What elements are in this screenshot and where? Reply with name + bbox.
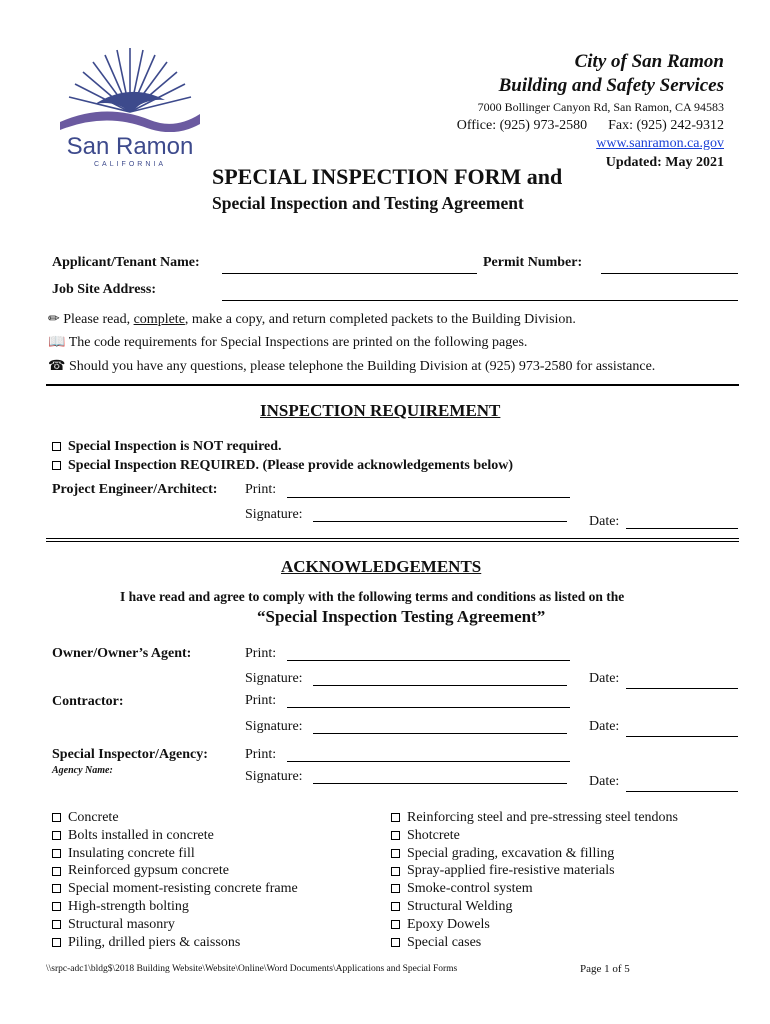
divider-top (46, 384, 739, 386)
checkbox[interactable] (52, 920, 61, 929)
checkbox[interactable] (391, 849, 400, 858)
checkbox[interactable] (391, 831, 400, 840)
checklist-item[interactable]: Spray-applied fire-resistive materials (391, 862, 678, 880)
phone-line (457, 116, 724, 135)
form-subtitle: Special Inspection and Testing Agreement (212, 193, 524, 213)
checkbox[interactable] (52, 884, 61, 893)
department-name: Building and Safety Services (498, 75, 724, 96)
telephone-icon: ☎ (48, 359, 66, 374)
checklist-item[interactable]: High-strength bolting (52, 898, 298, 916)
website-link[interactable]: www.sanramon.ca.gov (596, 136, 724, 151)
engineer-date-input[interactable] (626, 528, 738, 529)
contractor-signature-label: Signature: (245, 719, 303, 734)
engineer-signature-label: Signature: (245, 507, 303, 522)
pencil-icon: ✏ (48, 312, 60, 327)
checkbox[interactable] (52, 461, 61, 470)
contractor-date-label: Date: (589, 719, 620, 734)
owner-print-label: Print: (245, 646, 277, 661)
checklist-right (391, 809, 678, 951)
contractor-signature-input[interactable] (313, 733, 567, 734)
checklist-item[interactable]: Insulating concrete fill (52, 845, 298, 863)
owner-label: Owner/Owner’s Agent: (52, 646, 192, 661)
office-phone: Office: (925) 973-2580 (456, 118, 588, 133)
checklist-item[interactable]: Shotcrete (391, 827, 678, 845)
engineer-date-label: Date: (589, 514, 620, 529)
jobsite-label: Job Site Address: (52, 282, 156, 297)
page-number: Page 1 of 5 (580, 963, 630, 975)
checkbox[interactable] (52, 867, 61, 876)
checklist-item[interactable]: Smoke-control system (391, 880, 678, 898)
updated-date: Updated: May 2021 (605, 155, 724, 170)
permit-label: Permit Number: (483, 255, 583, 270)
option-not-required[interactable]: Special Inspection is NOT required. (52, 439, 282, 455)
footer-path: \\srpc-adc1\bldg$\2018 Building Website\Website\Online\Word Documents\Applications and Special Forms (46, 964, 458, 974)
inspector-signature-input[interactable] (313, 783, 567, 784)
inspector-print-input[interactable] (287, 761, 570, 762)
engineer-print-input[interactable] (287, 497, 570, 498)
city-logo (55, 42, 205, 168)
contractor-date-input[interactable] (626, 736, 738, 737)
checklist-item[interactable]: Special cases (391, 934, 678, 952)
header-block (457, 50, 724, 172)
checklist-left (52, 809, 298, 951)
note-contact: ☎ Should you have any questions, please telephone the Building Division at (925) 973-2580 for assistance. (48, 359, 656, 374)
checklist-item[interactable]: Special moment-resisting concrete frame (52, 880, 298, 898)
contractor-label: Contractor: (52, 694, 124, 709)
engineer-signature-input[interactable] (313, 521, 567, 522)
owner-date-input[interactable] (626, 688, 738, 689)
checkbox[interactable] (391, 902, 400, 911)
book-icon: 📖 (48, 335, 66, 350)
inspector-signature-label: Signature: (245, 769, 303, 784)
ack-intro: I have read and agree to comply with the following terms and conditions as listed on the (120, 589, 625, 604)
checkbox[interactable] (52, 442, 61, 451)
owner-signature-label: Signature: (245, 671, 303, 686)
option-required[interactable]: Special Inspection REQUIRED. (Please provide acknowledgements below) (52, 458, 513, 474)
checkbox[interactable] (391, 920, 400, 929)
inspector-label: Special Inspector/Agency: (52, 747, 208, 762)
checklist-item[interactable]: Structural Welding (391, 898, 678, 916)
agency-name-label: Agency Name: (52, 765, 113, 776)
checklist-item[interactable]: Piling, drilled piers & caissons (52, 934, 298, 952)
inspector-date-input[interactable] (626, 791, 738, 792)
ack-agreement-title: “Special Inspection Testing Agreement” (257, 607, 546, 626)
divider-double (46, 538, 739, 542)
permit-input[interactable] (601, 273, 738, 274)
sunburst-icon (55, 42, 205, 132)
checklist-item[interactable]: Special grading, excavation & filling (391, 845, 678, 863)
checklist-item[interactable]: Reinforced gypsum concrete (52, 862, 298, 880)
checkbox[interactable] (52, 902, 61, 911)
logo-sub: CALIFORNIA (93, 161, 166, 168)
contractor-print-label: Print: (245, 693, 277, 708)
checkbox[interactable] (391, 867, 400, 876)
checkbox[interactable] (391, 884, 400, 893)
checkbox[interactable] (52, 849, 61, 858)
engineer-print-label: Print: (245, 482, 277, 497)
owner-print-input[interactable] (287, 660, 570, 661)
checkbox[interactable] (391, 938, 400, 947)
logo-name: San Ramon (66, 133, 194, 160)
engineer-label: Project Engineer/Architect: (52, 482, 218, 497)
city-name: City of San Ramon (574, 51, 724, 72)
checklist-item[interactable]: Bolts installed in concrete (52, 827, 298, 845)
inspection-heading: INSPECTION REQUIREMENT (260, 401, 501, 420)
fax-number: Fax: (925) 242-9312 (608, 118, 724, 133)
owner-signature-input[interactable] (313, 685, 567, 686)
jobsite-input[interactable] (222, 300, 738, 301)
checklist-item[interactable]: Reinforcing steel and pre-stressing steel tendons (391, 809, 678, 827)
inspector-print-label: Print: (245, 747, 277, 762)
inspector-date-label: Date: (589, 774, 620, 789)
checkbox[interactable] (391, 813, 400, 822)
checklist-item[interactable]: Epoxy Dowels (391, 916, 678, 934)
owner-date-label: Date: (589, 671, 620, 686)
checklist-item[interactable]: Structural masonry (52, 916, 298, 934)
note-instructions: ✏ Please read, complete, make a copy, and return completed packets to the Building Division. (48, 312, 576, 327)
note-code-requirements: 📖 The code requirements for Special Inspections are printed on the following pages. (48, 335, 528, 350)
form-title: SPECIAL INSPECTION FORM and (212, 164, 563, 189)
checkbox[interactable] (52, 813, 61, 822)
contractor-print-input[interactable] (287, 707, 570, 708)
checkbox[interactable] (52, 938, 61, 947)
ack-heading: ACKNOWLEDGEMENTS (281, 557, 482, 576)
checklist-item[interactable]: Concrete (52, 809, 298, 827)
applicant-label: Applicant/Tenant Name: (52, 255, 200, 270)
address: 7000 Bollinger Canyon Rd, San Ramon, CA 94583 (477, 100, 724, 114)
applicant-input[interactable] (222, 273, 477, 274)
checkbox[interactable] (52, 831, 61, 840)
